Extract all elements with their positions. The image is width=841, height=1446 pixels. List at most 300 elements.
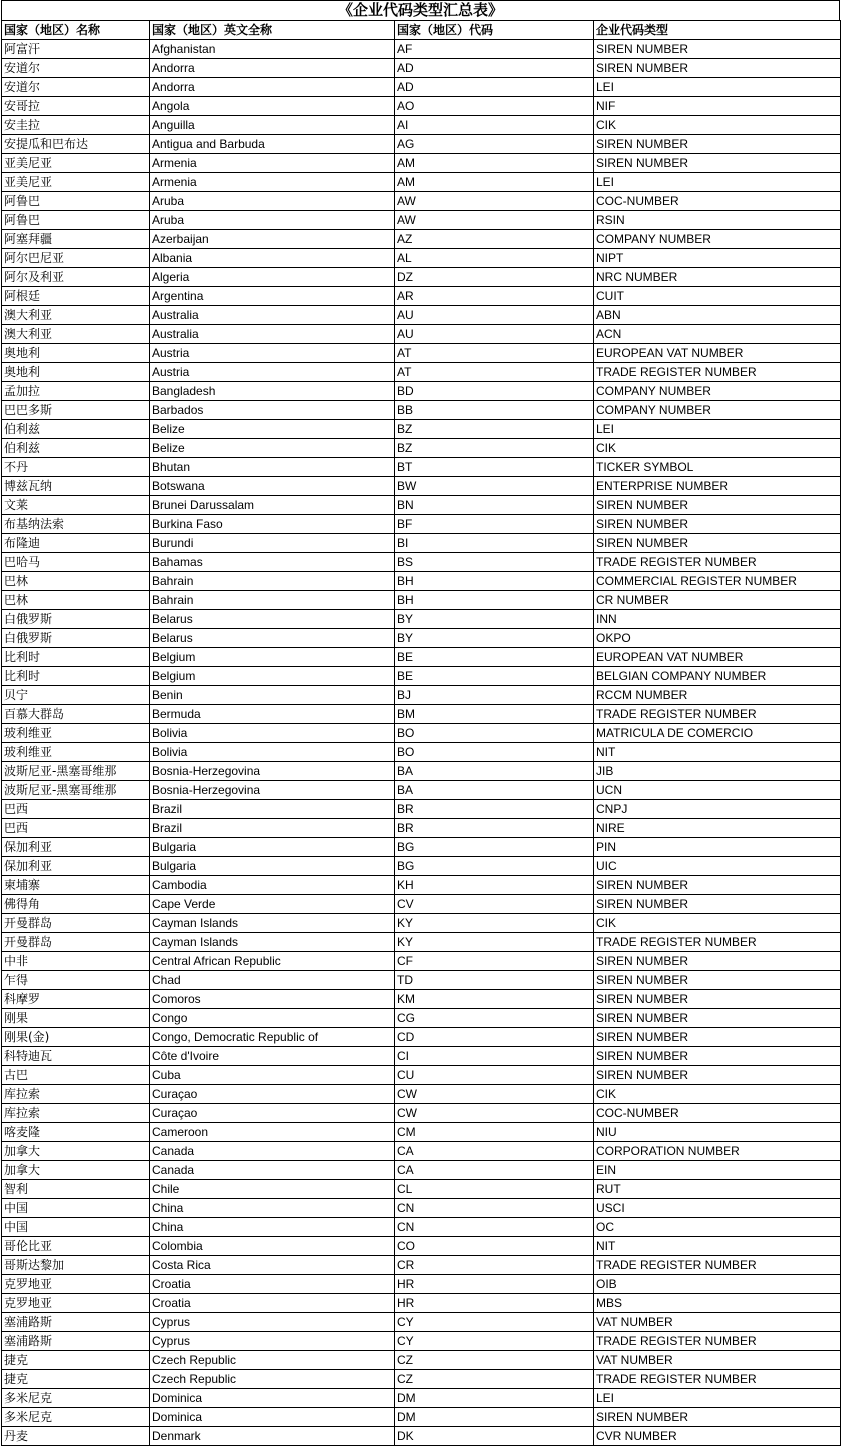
country-code-cell: BH: [395, 591, 594, 610]
country-name-cell: 乍得: [2, 971, 150, 990]
country-code-cell: CI: [395, 1047, 594, 1066]
code-type-cell: VAT NUMBER: [594, 1351, 841, 1370]
country-name-cell: 捷克: [2, 1370, 150, 1389]
country-code-cell: TD: [395, 971, 594, 990]
country-name-cell: 库拉索: [2, 1085, 150, 1104]
country-code-cell: AF: [395, 40, 594, 59]
english-name-cell: Botswana: [150, 477, 395, 496]
table-row: [2, 971, 841, 990]
table-row: [2, 173, 841, 192]
code-type-cell: ABN: [594, 306, 841, 325]
country-name-cell: 刚果(金): [2, 1028, 150, 1047]
country-name-cell: 安圭拉: [2, 116, 150, 135]
table-row: [2, 116, 841, 135]
table-row: [2, 496, 841, 515]
table-row: [2, 211, 841, 230]
header-country-code: 国家（地区）代码: [395, 21, 594, 40]
country-name-cell: 奥地利: [2, 344, 150, 363]
code-type-cell: EUROPEAN VAT NUMBER: [594, 344, 841, 363]
country-code-cell: BI: [395, 534, 594, 553]
english-name-cell: Cayman Islands: [150, 914, 395, 933]
country-name-cell: 巴哈马: [2, 553, 150, 572]
country-name-cell: 科摩罗: [2, 990, 150, 1009]
english-name-cell: Czech Republic: [150, 1370, 395, 1389]
code-type-cell: TRADE REGISTER NUMBER: [594, 363, 841, 382]
country-code-cell: KM: [395, 990, 594, 1009]
table-row: [2, 686, 841, 705]
english-name-cell: Bahrain: [150, 572, 395, 591]
code-type-cell: OC: [594, 1218, 841, 1237]
code-type-cell: LEI: [594, 420, 841, 439]
country-code-cell: BR: [395, 819, 594, 838]
english-name-cell: Comoros: [150, 990, 395, 1009]
code-type-cell: COMPANY NUMBER: [594, 401, 841, 420]
country-code-cell: CL: [395, 1180, 594, 1199]
country-name-cell: 安哥拉: [2, 97, 150, 116]
english-name-cell: Bosnia-Herzegovina: [150, 762, 395, 781]
country-code-cell: KH: [395, 876, 594, 895]
country-name-cell: 加拿大: [2, 1161, 150, 1180]
table-row: [2, 572, 841, 591]
table-row: [2, 914, 841, 933]
country-code-cell: AR: [395, 287, 594, 306]
country-code-cell: AT: [395, 344, 594, 363]
country-code-cell: CO: [395, 1237, 594, 1256]
table-row: [2, 325, 841, 344]
country-name-cell: 库拉索: [2, 1104, 150, 1123]
english-name-cell: Côte d'Ivoire: [150, 1047, 395, 1066]
english-name-cell: Bhutan: [150, 458, 395, 477]
table-row: [2, 97, 841, 116]
english-name-cell: Aruba: [150, 211, 395, 230]
table-row: [2, 401, 841, 420]
english-name-cell: Brazil: [150, 800, 395, 819]
country-code-cell: CR: [395, 1256, 594, 1275]
country-name-cell: 比利时: [2, 648, 150, 667]
country-code-cell: BW: [395, 477, 594, 496]
code-type-cell: SIREN NUMBER: [594, 1009, 841, 1028]
code-type-cell: SIREN NUMBER: [594, 496, 841, 515]
code-type-cell: UIC: [594, 857, 841, 876]
country-code-cell: CZ: [395, 1351, 594, 1370]
english-name-cell: Australia: [150, 325, 395, 344]
table-row: [2, 1408, 841, 1427]
table-row: [2, 1028, 841, 1047]
code-type-cell: LEI: [594, 78, 841, 97]
country-code-cell: BT: [395, 458, 594, 477]
table-row: [2, 1427, 841, 1446]
summary-sheet: [1, 0, 840, 1446]
table-row: [2, 59, 841, 78]
country-name-cell: 白俄罗斯: [2, 610, 150, 629]
table-row: [2, 1275, 841, 1294]
code-type-cell: TRADE REGISTER NUMBER: [594, 1256, 841, 1275]
table-row: [2, 1180, 841, 1199]
country-code-cell: BZ: [395, 420, 594, 439]
country-code-cell: AT: [395, 363, 594, 382]
table-row: [2, 268, 841, 287]
country-name-cell: 克罗地亚: [2, 1275, 150, 1294]
code-type-cell: VAT NUMBER: [594, 1313, 841, 1332]
english-name-cell: Albania: [150, 249, 395, 268]
table-row: [2, 1199, 841, 1218]
table-row: [2, 724, 841, 743]
code-type-cell: RCCM NUMBER: [594, 686, 841, 705]
country-code-cell: BA: [395, 762, 594, 781]
country-name-cell: 开曼群岛: [2, 914, 150, 933]
table-row: [2, 553, 841, 572]
table-row: [2, 990, 841, 1009]
country-name-cell: 中国: [2, 1199, 150, 1218]
table-row: [2, 705, 841, 724]
country-code-cell: CN: [395, 1218, 594, 1237]
english-name-cell: Barbados: [150, 401, 395, 420]
country-code-cell: AL: [395, 249, 594, 268]
country-name-cell: 安提瓜和巴布达: [2, 135, 150, 154]
country-code-cell: BZ: [395, 439, 594, 458]
table-row: [2, 781, 841, 800]
english-name-cell: Bulgaria: [150, 838, 395, 857]
code-type-cell: CIK: [594, 914, 841, 933]
country-code-cell: BY: [395, 629, 594, 648]
english-name-cell: Denmark: [150, 1427, 395, 1446]
code-type-cell: NIPT: [594, 249, 841, 268]
country-name-cell: 百慕大群岛: [2, 705, 150, 724]
country-code-cell: BG: [395, 838, 594, 857]
code-type-cell: LEI: [594, 173, 841, 192]
country-name-cell: 比利时: [2, 667, 150, 686]
country-code-cell: AO: [395, 97, 594, 116]
country-name-cell: 古巴: [2, 1066, 150, 1085]
country-code-cell: KY: [395, 933, 594, 952]
english-name-cell: Congo, Democratic Republic of: [150, 1028, 395, 1047]
table-row: [2, 78, 841, 97]
country-name-cell: 澳大利亚: [2, 325, 150, 344]
table-row: [2, 154, 841, 173]
code-type-cell: MATRICULA DE COMERCIO: [594, 724, 841, 743]
country-code-cell: CN: [395, 1199, 594, 1218]
code-type-cell: SIREN NUMBER: [594, 952, 841, 971]
code-type-cell: SIREN NUMBER: [594, 971, 841, 990]
code-type-cell: SIREN NUMBER: [594, 40, 841, 59]
code-type-cell: COC-NUMBER: [594, 1104, 841, 1123]
table-row: [2, 1085, 841, 1104]
country-name-cell: 伯利兹: [2, 420, 150, 439]
code-type-cell: RUT: [594, 1180, 841, 1199]
english-name-cell: China: [150, 1218, 395, 1237]
english-name-cell: Austria: [150, 344, 395, 363]
code-type-cell: CVR NUMBER: [594, 1427, 841, 1446]
country-name-cell: 玻利维亚: [2, 743, 150, 762]
english-name-cell: Cyprus: [150, 1313, 395, 1332]
english-name-cell: Burkina Faso: [150, 515, 395, 534]
code-type-cell: BELGIAN COMPANY NUMBER: [594, 667, 841, 686]
country-name-cell: 塞浦路斯: [2, 1332, 150, 1351]
sheet-title: 《企业代码类型汇总表》: [1, 0, 840, 20]
code-type-cell: EIN: [594, 1161, 841, 1180]
table-row: [2, 648, 841, 667]
english-name-cell: Canada: [150, 1161, 395, 1180]
code-type-cell: TRADE REGISTER NUMBER: [594, 933, 841, 952]
english-name-cell: Bulgaria: [150, 857, 395, 876]
english-name-cell: Dominica: [150, 1389, 395, 1408]
english-name-cell: Belize: [150, 420, 395, 439]
country-name-cell: 丹麦: [2, 1427, 150, 1446]
country-code-cell: AI: [395, 116, 594, 135]
code-type-cell: NRC NUMBER: [594, 268, 841, 287]
country-name-cell: 玻利维亚: [2, 724, 150, 743]
table-row: [2, 876, 841, 895]
table-row: [2, 439, 841, 458]
table-row: [2, 895, 841, 914]
table-row: [2, 1332, 841, 1351]
country-name-cell: 塞浦路斯: [2, 1313, 150, 1332]
country-code-cell: CY: [395, 1313, 594, 1332]
country-name-cell: 智利: [2, 1180, 150, 1199]
english-name-cell: Austria: [150, 363, 395, 382]
table-row: [2, 534, 841, 553]
code-type-cell: CR NUMBER: [594, 591, 841, 610]
country-code-cell: AU: [395, 306, 594, 325]
table-row: [2, 363, 841, 382]
country-name-cell: 开曼群岛: [2, 933, 150, 952]
table-row: [2, 1389, 841, 1408]
country-code-cell: AW: [395, 192, 594, 211]
country-name-cell: 佛得角: [2, 895, 150, 914]
english-name-cell: Bosnia-Herzegovina: [150, 781, 395, 800]
code-type-cell: COMPANY NUMBER: [594, 230, 841, 249]
code-type-cell: SIREN NUMBER: [594, 876, 841, 895]
table-row: [2, 477, 841, 496]
english-name-cell: Bahamas: [150, 553, 395, 572]
table-row: [2, 743, 841, 762]
english-name-cell: Antigua and Barbuda: [150, 135, 395, 154]
english-name-cell: Bolivia: [150, 743, 395, 762]
country-name-cell: 安道尔: [2, 59, 150, 78]
country-name-cell: 喀麦隆: [2, 1123, 150, 1142]
table-row: [2, 1047, 841, 1066]
country-code-cell: CY: [395, 1332, 594, 1351]
english-name-cell: Armenia: [150, 173, 395, 192]
country-code-cell: BO: [395, 724, 594, 743]
english-name-cell: Belgium: [150, 667, 395, 686]
country-name-cell: 阿鲁巴: [2, 192, 150, 211]
table-row: [2, 1370, 841, 1389]
country-name-cell: 巴西: [2, 819, 150, 838]
country-code-cell: DM: [395, 1389, 594, 1408]
country-code-cell: CF: [395, 952, 594, 971]
country-code-cell: CU: [395, 1066, 594, 1085]
table-row: [2, 610, 841, 629]
english-name-cell: Cuba: [150, 1066, 395, 1085]
country-name-cell: 捷克: [2, 1351, 150, 1370]
country-code-cell: CM: [395, 1123, 594, 1142]
code-type-cell: SIREN NUMBER: [594, 990, 841, 1009]
country-code-cell: CA: [395, 1161, 594, 1180]
country-code-cell: CW: [395, 1104, 594, 1123]
country-code-cell: AU: [395, 325, 594, 344]
country-name-cell: 布隆迪: [2, 534, 150, 553]
english-name-cell: Croatia: [150, 1294, 395, 1313]
table-row: [2, 249, 841, 268]
table-row: [2, 135, 841, 154]
country-name-cell: 加拿大: [2, 1142, 150, 1161]
english-name-cell: Bangladesh: [150, 382, 395, 401]
english-name-cell: Bermuda: [150, 705, 395, 724]
country-name-cell: 波斯尼亚-黑塞哥维那: [2, 781, 150, 800]
country-code-cell: BO: [395, 743, 594, 762]
english-name-cell: Burundi: [150, 534, 395, 553]
code-type-cell: SIREN NUMBER: [594, 534, 841, 553]
table-row: [2, 1161, 841, 1180]
english-name-cell: Belgium: [150, 648, 395, 667]
english-name-cell: Curaçao: [150, 1085, 395, 1104]
table-row: [2, 287, 841, 306]
table-row: [2, 230, 841, 249]
country-name-cell: 伯利兹: [2, 439, 150, 458]
english-name-cell: Croatia: [150, 1275, 395, 1294]
table-row: [2, 1123, 841, 1142]
table-row: [2, 629, 841, 648]
english-name-cell: Brazil: [150, 819, 395, 838]
table-row: [2, 838, 841, 857]
table-row: [2, 667, 841, 686]
country-code-cell: BN: [395, 496, 594, 515]
english-name-cell: Cape Verde: [150, 895, 395, 914]
code-type-cell: EUROPEAN VAT NUMBER: [594, 648, 841, 667]
table-row: [2, 857, 841, 876]
code-type-cell: NIT: [594, 1237, 841, 1256]
code-type-cell: OIB: [594, 1275, 841, 1294]
table-row: [2, 40, 841, 59]
english-name-cell: Brunei Darussalam: [150, 496, 395, 515]
country-name-cell: 不丹: [2, 458, 150, 477]
enterprise-code-table: [1, 20, 841, 1446]
country-name-cell: 博兹瓦纳: [2, 477, 150, 496]
country-code-cell: BF: [395, 515, 594, 534]
country-code-cell: AW: [395, 211, 594, 230]
country-name-cell: 波斯尼亚-黑塞哥维那: [2, 762, 150, 781]
code-type-cell: TRADE REGISTER NUMBER: [594, 553, 841, 572]
code-type-cell: UCN: [594, 781, 841, 800]
english-name-cell: Aruba: [150, 192, 395, 211]
country-code-cell: CA: [395, 1142, 594, 1161]
country-name-cell: 阿塞拜疆: [2, 230, 150, 249]
code-type-cell: COC-NUMBER: [594, 192, 841, 211]
country-name-cell: 澳大利亚: [2, 306, 150, 325]
country-code-cell: BD: [395, 382, 594, 401]
table-row: [2, 1218, 841, 1237]
english-name-cell: Chad: [150, 971, 395, 990]
english-name-cell: Central African Republic: [150, 952, 395, 971]
country-name-cell: 白俄罗斯: [2, 629, 150, 648]
country-code-cell: CG: [395, 1009, 594, 1028]
country-code-cell: AD: [395, 59, 594, 78]
code-type-cell: MBS: [594, 1294, 841, 1313]
country-name-cell: 亚美尼亚: [2, 173, 150, 192]
english-name-cell: Czech Republic: [150, 1351, 395, 1370]
country-name-cell: 安道尔: [2, 78, 150, 97]
country-name-cell: 哥斯达黎加: [2, 1256, 150, 1275]
code-type-cell: CORPORATION NUMBER: [594, 1142, 841, 1161]
code-type-cell: SIREN NUMBER: [594, 515, 841, 534]
country-name-cell: 柬埔寨: [2, 876, 150, 895]
table-row: [2, 306, 841, 325]
table-row: [2, 933, 841, 952]
code-type-cell: TRADE REGISTER NUMBER: [594, 1332, 841, 1351]
country-name-cell: 奥地利: [2, 363, 150, 382]
country-name-cell: 科特迪瓦: [2, 1047, 150, 1066]
table-row: [2, 1142, 841, 1161]
country-name-cell: 刚果: [2, 1009, 150, 1028]
english-name-cell: Belarus: [150, 610, 395, 629]
english-name-cell: Afghanistan: [150, 40, 395, 59]
english-name-cell: Dominica: [150, 1408, 395, 1427]
code-type-cell: CIK: [594, 116, 841, 135]
code-type-cell: COMPANY NUMBER: [594, 382, 841, 401]
country-code-cell: BA: [395, 781, 594, 800]
table-row: [2, 344, 841, 363]
english-name-cell: Anguilla: [150, 116, 395, 135]
english-name-cell: Algeria: [150, 268, 395, 287]
english-name-cell: Bahrain: [150, 591, 395, 610]
english-name-cell: Argentina: [150, 287, 395, 306]
english-name-cell: Cameroon: [150, 1123, 395, 1142]
code-type-cell: SIREN NUMBER: [594, 1047, 841, 1066]
english-name-cell: Colombia: [150, 1237, 395, 1256]
english-name-cell: Costa Rica: [150, 1256, 395, 1275]
code-type-cell: SIREN NUMBER: [594, 154, 841, 173]
code-type-cell: SIREN NUMBER: [594, 1066, 841, 1085]
code-type-cell: NIT: [594, 743, 841, 762]
country-code-cell: HR: [395, 1275, 594, 1294]
table-row: [2, 819, 841, 838]
country-code-cell: BS: [395, 553, 594, 572]
table-row: [2, 1313, 841, 1332]
code-type-cell: CNPJ: [594, 800, 841, 819]
english-name-cell: Cambodia: [150, 876, 395, 895]
country-name-cell: 多米尼克: [2, 1408, 150, 1427]
code-type-cell: SIREN NUMBER: [594, 1028, 841, 1047]
country-code-cell: BE: [395, 667, 594, 686]
code-type-cell: INN: [594, 610, 841, 629]
code-type-cell: OKPO: [594, 629, 841, 648]
country-name-cell: 阿尔及利亚: [2, 268, 150, 287]
code-type-cell: SIREN NUMBER: [594, 59, 841, 78]
country-code-cell: BM: [395, 705, 594, 724]
code-type-cell: NIRE: [594, 819, 841, 838]
english-name-cell: Cayman Islands: [150, 933, 395, 952]
country-name-cell: 保加利亚: [2, 838, 150, 857]
english-name-cell: Curaçao: [150, 1104, 395, 1123]
country-name-cell: 巴林: [2, 572, 150, 591]
country-name-cell: 阿尔巴尼亚: [2, 249, 150, 268]
table-row: [2, 1009, 841, 1028]
code-type-cell: JIB: [594, 762, 841, 781]
country-name-cell: 保加利亚: [2, 857, 150, 876]
country-code-cell: BB: [395, 401, 594, 420]
country-code-cell: BG: [395, 857, 594, 876]
table-row: [2, 515, 841, 534]
code-type-cell: RSIN: [594, 211, 841, 230]
table-row: [2, 1256, 841, 1275]
table-row: [2, 952, 841, 971]
country-code-cell: BY: [395, 610, 594, 629]
header-english-name: 国家（地区）英文全称: [150, 21, 395, 40]
country-name-cell: 亚美尼亚: [2, 154, 150, 173]
country-name-cell: 哥伦比亚: [2, 1237, 150, 1256]
code-type-cell: SIREN NUMBER: [594, 1408, 841, 1427]
